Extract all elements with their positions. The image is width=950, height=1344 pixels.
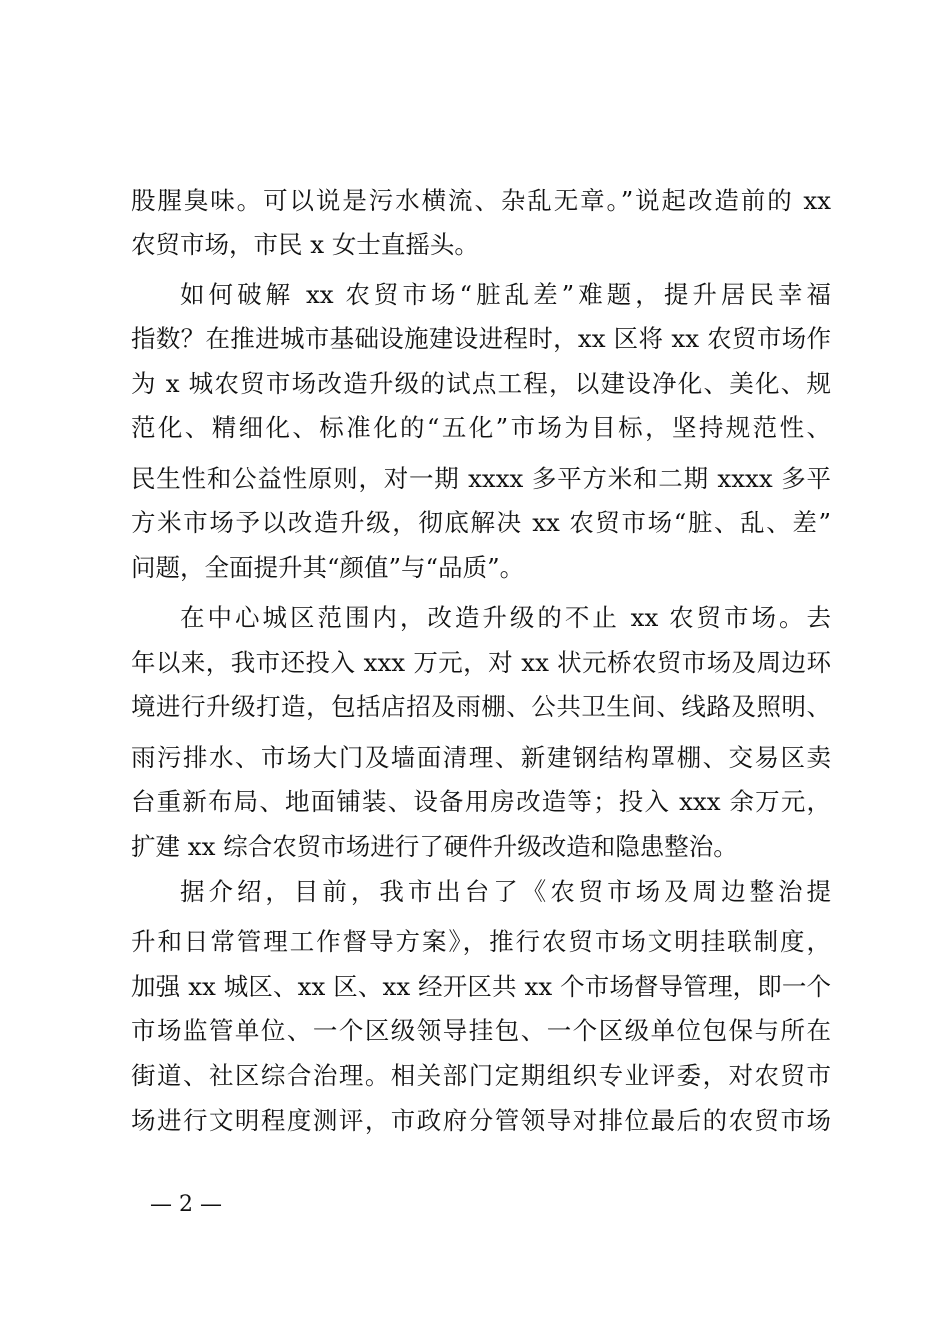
page-number: — 2 —	[150, 1192, 222, 1217]
text-line: 街道、社区综合治理。相关部门定期组织专业评委，对农贸市	[131, 1061, 831, 1090]
text-line: 雨污排水、市场大门及墙面清理、新建钢结构罩棚、交易区卖	[131, 743, 831, 772]
text-line: 台重新布局、地面铺装、设备用房改造等；投入 xxx 余万元，	[131, 787, 831, 816]
text-line: 年以来，我市还投入 xxx 万元，对 xx 状元桥农贸市场及周边环	[131, 648, 831, 677]
text-line: 问题，全面提升其“颜值”与“品质”。	[131, 553, 525, 582]
text-line: 指数？在推进城市基础设施建设进程时，xx 区将 xx 农贸市场作	[131, 324, 831, 353]
text-line: 据介绍，目前，我市出台了《农贸市场及周边整治提	[180, 877, 831, 906]
text-line: 民生性和公益性原则，对一期 xxxx 多平方米和二期 xxxx 多平	[131, 464, 831, 493]
text-line: 境进行升级打造，包括店招及雨棚、公共卫生间、线路及照明、	[131, 692, 831, 721]
text-line: 为 x 城农贸市场改造升级的试点工程，以建设净化、美化、规	[131, 369, 831, 398]
text-line: 场进行文明程度测评，市政府分管领导对排位最后的农贸市场	[131, 1106, 831, 1135]
text-line: 方米市场予以改造升级，彻底解决 xx 农贸市场“脏、乱、差”	[131, 508, 831, 537]
text-line: 在中心城区范围内，改造升级的不止 xx 农贸市场。去	[180, 603, 831, 632]
text-line: 市场监管单位、一个区级领导挂包、一个区级单位包保与所在	[131, 1016, 831, 1045]
text-line: 股腥臭味。可以说是污水横流、杂乱无章。”说起改造前的 xx	[131, 186, 831, 215]
text-line: 农贸市场，市民 x 女士直摇头。	[131, 230, 479, 259]
text-line: 加强 xx 城区、xx 区、xx 经开区共 xx 个市场督导管理，即一个	[131, 972, 831, 1001]
text-line: 如何破解 xx 农贸市场“脏乱差”难题，提升居民幸福	[180, 280, 831, 309]
text-line: 范化、精细化、标准化的“五化”市场为目标，坚持规范性、	[131, 413, 831, 442]
text-line: 扩建 xx 综合农贸市场进行了硬件升级改造和隐患整治。	[131, 832, 738, 861]
text-line: 升和日常管理工作督导方案》，推行农贸市场文明挂联制度，	[131, 927, 831, 956]
